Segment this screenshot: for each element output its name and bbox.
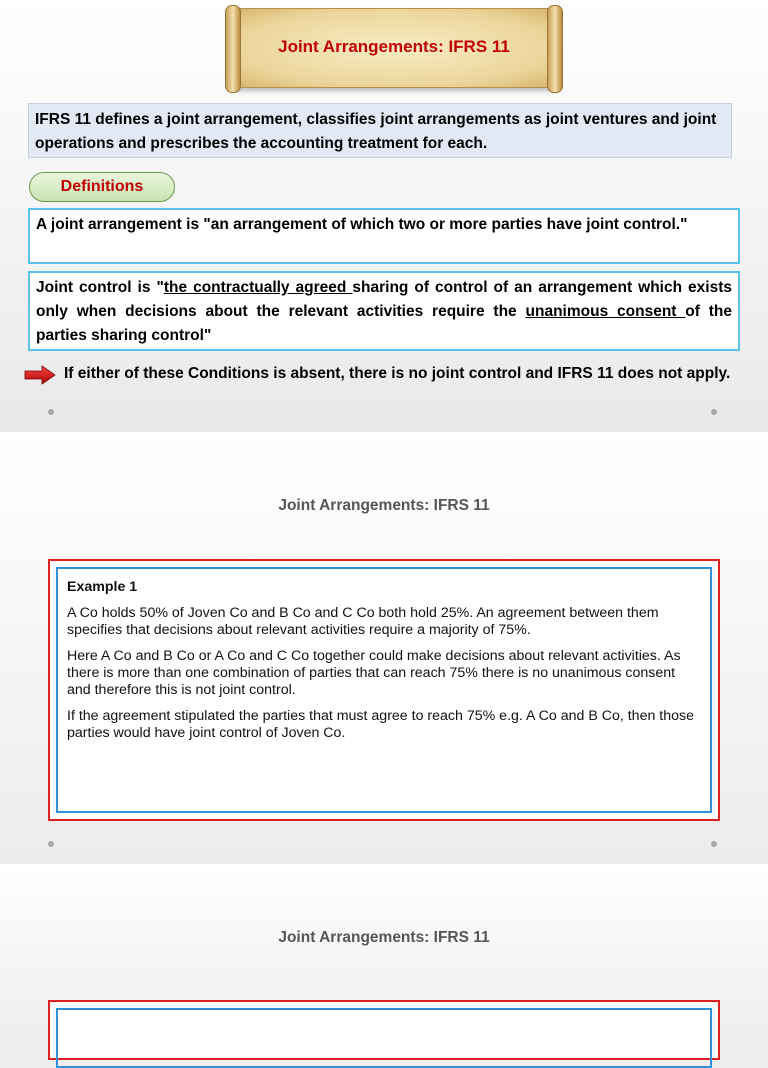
title-scroll-banner (232, 8, 556, 88)
definition-text: of the parties sharing control" (36, 303, 732, 344)
slide-corner-dot (711, 841, 717, 847)
definition-joint-arrangement: A joint arrangement is "an arrangement of which two or more parties have joint control." (28, 208, 740, 264)
intro-text-box: IFRS 11 defines a joint arrangement, classifies joint arrangements as joint ventures and joint operations and prescribes the accounting treatment for each. (28, 103, 732, 158)
example-paragraph: A Co holds 50% of Joven Co and B Co and C Co both hold 25%. An agreement between them specifies that decisions about relevant activities require a majority of 75%. (67, 605, 659, 638)
slide-title: Joint Arrangements: IFRS 11 (278, 37, 510, 56)
slide-heading: Joint Arrangements: IFRS 11 (278, 929, 490, 946)
slide-3 (0, 864, 768, 1024)
example-outer-frame (48, 1000, 720, 1060)
definition-joint-control (28, 271, 740, 351)
arrow-right-icon (24, 365, 56, 385)
slide-1 (0, 0, 768, 432)
underlined-phrase: the contractually agreed (163, 279, 353, 296)
definition-text: sharing of control of an arrangement which exists only when decisions about the relevant activities require the (36, 279, 732, 320)
slide-corner-dot (48, 409, 54, 415)
definitions-label: Definitions (29, 172, 175, 202)
example-box (56, 567, 712, 813)
slide-corner-dot (711, 409, 717, 415)
slide-heading: Joint Arrangements: IFRS 11 (278, 497, 490, 514)
example-outer-frame (48, 559, 720, 821)
slide-corner-dot (48, 841, 54, 847)
note-text: If either of these Conditions is absent, there is no joint control and IFRS 11 does not apply. (64, 365, 731, 382)
slide-2 (0, 432, 768, 864)
underlined-phrase: unanimous consent (525, 303, 686, 320)
example-title: Example 1 (67, 579, 138, 595)
example-paragraph: If the agreement stipulated the parties that must agree to reach 75% e.g. A Co and B Co, then those parties would have joint control of Joven Co. (67, 708, 695, 741)
example-paragraph: Here A Co and B Co or A Co and C Co together could make decisions about relevant activities. As there is more than one combination of parties that can reach 75% there is no unanimous consent and therefore this is not joint control. (67, 648, 681, 698)
example-box (56, 1008, 712, 1068)
definition-text: Joint control is " (36, 279, 164, 296)
